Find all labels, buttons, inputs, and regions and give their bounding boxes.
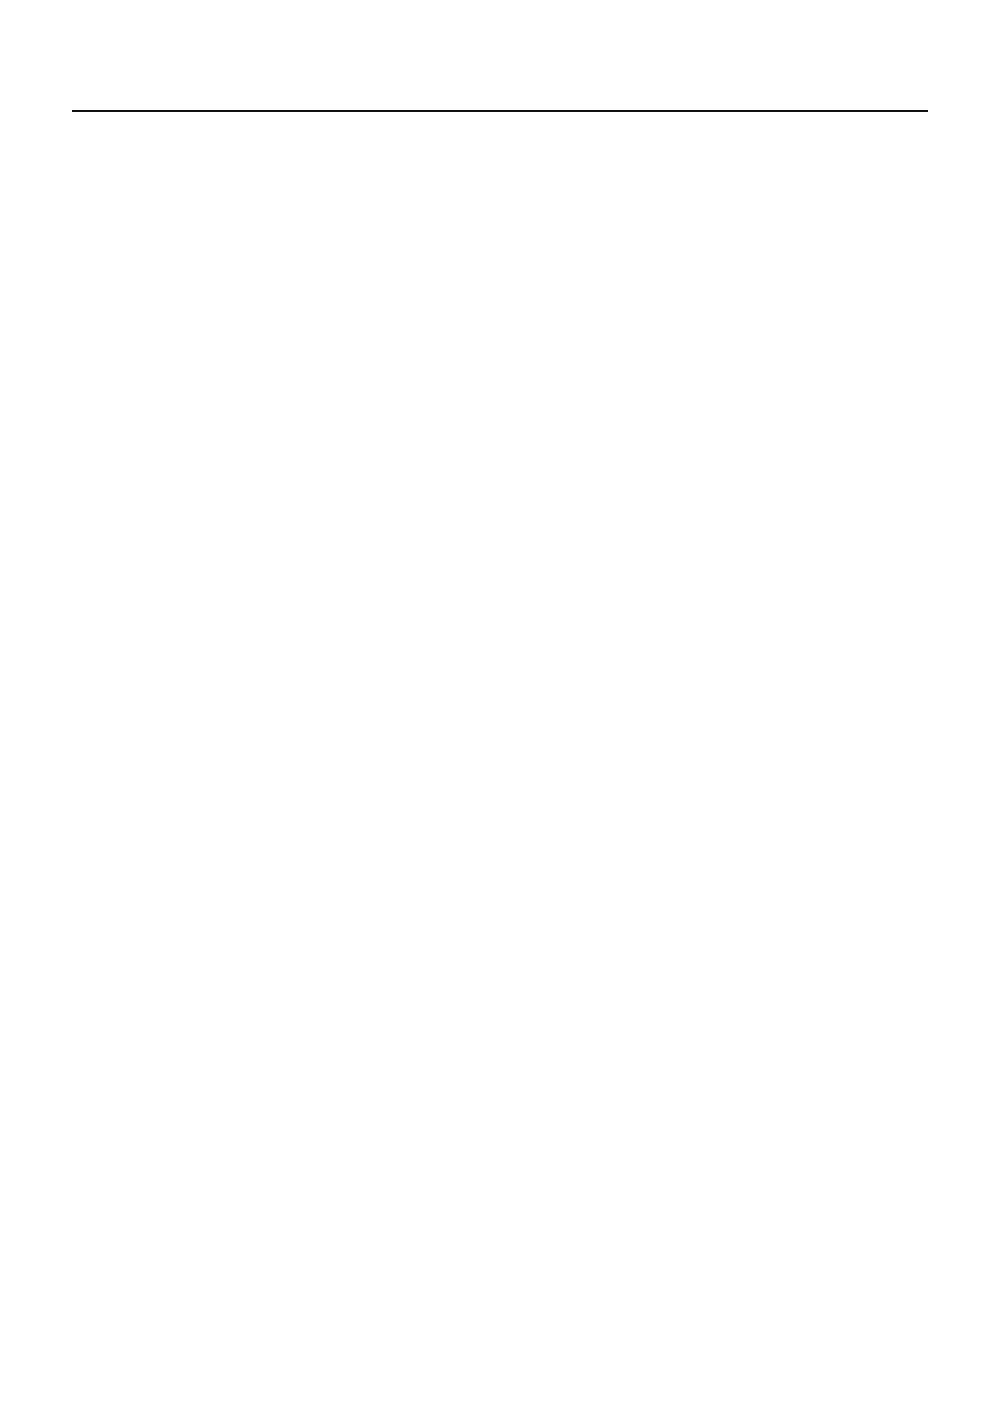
document-page bbox=[72, 94, 928, 134]
section-divider bbox=[72, 110, 928, 112]
